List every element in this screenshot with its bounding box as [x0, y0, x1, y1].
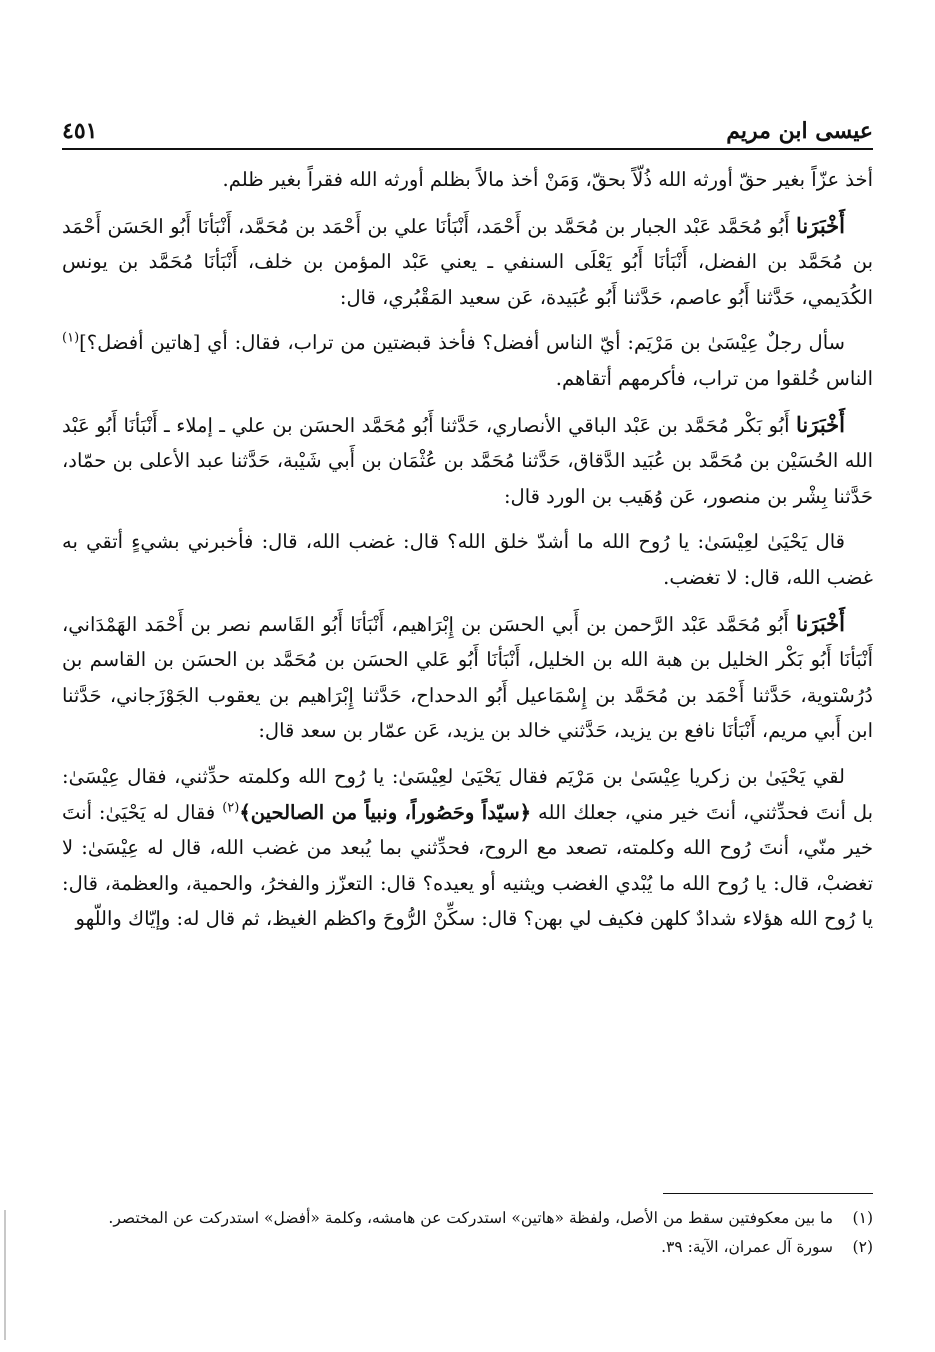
isnad-text: أَبُو مُحَمَّد عَبْد الجبار بن مُحَمَّد بن أَحْمَد، أَنْبَأنَا علي بن أَحْمَد بن مُحَمَّد، أَنْبَأنَا أَبُو الحَسَن أَحْمَد بن مُحَمَّد بن الفضل، أَنْبَأنَا أَبُو يَعْلَى السنفي ـ يعني عَبْد المؤمن بن خلف، أَنْبَأنَا مُحَمَّد بن يونس الكُدَيمي، حَدَّثنا أَبُو عاصم، حَدَّثنا أَبُو عُبَيدة، عَن سعيد المَقْبُري، قال:	[62, 214, 873, 309]
matn-text: لقي يَحْيَىٰ بن زكريا عِيْسَىٰ بن مَرْيَم فقال يَحْيَىٰ لعِيْسَىٰ: يا رُوح الله وكلمته حدِّثني، فقال عِيْسَىٰ: بل أنتَ فحدِّثني، أنتَ خير مني، جعلك الله	[62, 764, 874, 824]
footnote-ref-2[interactable]: (٢)	[222, 800, 240, 815]
footnote-1	[62, 1205, 873, 1232]
isnad-paragraph-1	[62, 208, 873, 316]
main-text	[62, 162, 873, 947]
matn-paragraph-2: قال يَحْيَىٰ لعِيْسَىٰ: يا رُوح الله ما أشدّ خلق الله؟ قال: غضب الله، قال: فأخبرني بشيءٍ أتقي به غضب الله، قال: لا تغضب.	[62, 530, 873, 589]
akhbarana-keyword: أَخْبَرَنا	[796, 212, 845, 238]
footnote-divider	[663, 1193, 873, 1194]
matn-paragraph-3	[62, 759, 873, 937]
footnote-2	[62, 1234, 873, 1261]
isnad-paragraph-3	[62, 606, 873, 749]
matn-text: فقال له يَحْيَىٰ: أنتَ خير منّي، أنتَ رُوح الله وكلمته، تصعد مع الروح، فحدِّثني بما يُبعد من غضب الله، قال له عِيْسَىٰ: لا تغضبْ، قال: يا رُوح الله ما يُبْدي الغضب ويثنيه أو يعيده؟ قال: التعزّز والفخرُ، والحمية، والعظمة، قال: يا رُوح الله هؤلاء شدادٌ كلهن فكيف لي بهن؟ قال: سكِّنْ الرُّوحَ واكظم الغيظ، ثم قال له: وإيّاك واللّهو	[62, 800, 873, 931]
isnad-text: أَبُو مُحَمَّد عَبْد الرَّحمن بن أَبي الحسَن بن إِبْرَاهيم، أَنْبَأنَا أَبُو القَاسم نصر بن أَحْمَد الهَمْدَاني، أَنْبَأنَا أَبُو بَكْر الخليل بن هبة الله بن الخليل، أَنْبَأنَا أَبُو عَلي الحسَن بن مُحَمَّد بن الحسَن بن القاسم بن دُرُسْتوية، حَدَّثنا أَحْمَد بن مُحَمَّد بن إِسْمَاعيل أَبُو الدحداح، حَدَّثنا إِبْرَاهيم بن يعقوب الجَوْزَجاني، حَدَّثنا ابن أَبي مريم، أَنْبَأنَا نافع بن يزيد، حَدَّثني خالد بن يزيد، عَن عمّار بن سعد قال:	[62, 612, 873, 743]
footnote-text: ما بين معكوفتين سقط من الأصل، ولفظة «هاتين» استدركت عن هامشه، وكلمة «أفضل» استدركت عن المختصر.	[108, 1209, 833, 1227]
matn-text: الناس خُلقوا من تراب، فأكرمهم أتقاهم.	[555, 366, 873, 390]
footnote-number: (٢)	[852, 1238, 873, 1256]
akhbarana-keyword: أَخْبَرَنا	[796, 411, 845, 437]
footnote-text: سورة آل عمران، الآية: ٣٩.	[661, 1238, 833, 1256]
running-title: عيسى ابن مريم	[726, 118, 873, 144]
paragraph-1: أخذ عزّاً بغير حقّ أورثه الله ذُلّاً بحقّ، وَمَنْ أخذ مالاً بظلم أورثه الله فقراً بغير ظلم.	[222, 168, 873, 191]
isnad-text: أَبُو بَكْر مُحَمَّد بن عَبْد الباقي الأنصاري، حَدَّثنا أَبُو مُحَمَّد الحسَن بن علي ـ إملاء ـ أَنْبَأنَا أَبُو عَبْد الله الحُسَيْن بن مُحَمَّد بن عُبَيد الدَّقاق، حَدَّثنا مُحَمَّد بن عُثْمَان بن أَبي شَيْبة، حَدَّثنا عبد الأعلى بن حمّاد، حَدَّثنا بِشْر بن منصور، عَن وُهَيب بن الورد قال:	[62, 413, 873, 508]
akhbarana-keyword: أَخْبَرَنا	[796, 610, 845, 636]
matn-paragraph-1	[62, 325, 873, 396]
page-header	[62, 108, 873, 150]
footnote-ref-1[interactable]: (١)	[62, 330, 80, 346]
matn-text: سأل رجلٌ عِيْسَىٰ بن مَرْيَم: أيّ الناس أفضل؟ فأخذ قبضتين من تراب، فقال: أي [هاتين أفضل؟]	[79, 331, 845, 355]
scan-edge-mark	[4, 1210, 6, 1340]
quran-quote: ﴿سيّداً وحَصُوراً، ونبياً من الصالحين﴾	[239, 800, 532, 824]
footnote-number: (١)	[852, 1209, 873, 1227]
isnad-paragraph-2	[62, 407, 873, 515]
page-number: ٤٥١	[62, 118, 98, 144]
footnotes	[62, 1205, 873, 1263]
